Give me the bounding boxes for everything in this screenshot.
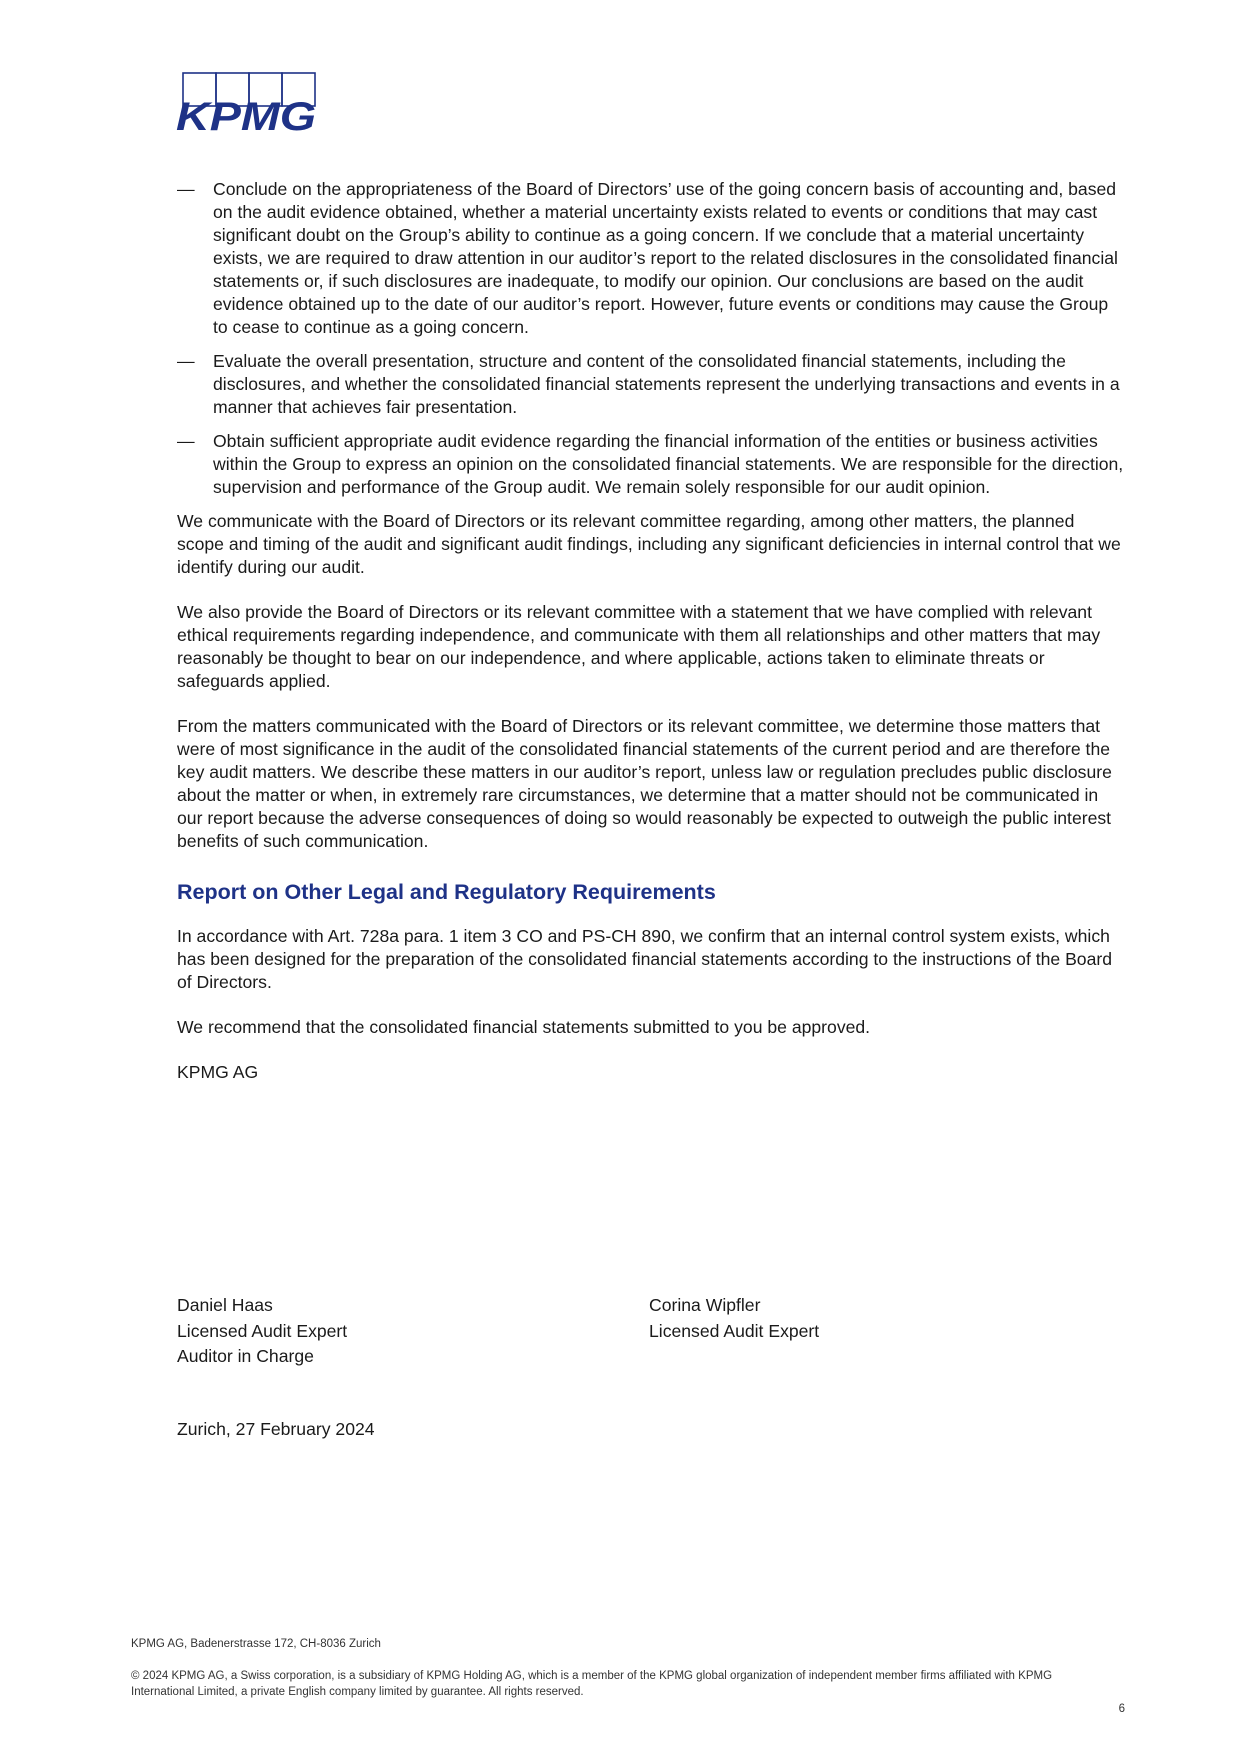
signatory-name: Corina Wipfler [649, 1295, 761, 1315]
signatory-role: Auditor in Charge [177, 1346, 314, 1366]
list-item [177, 178, 1125, 339]
signatory-name: Daniel Haas [177, 1295, 273, 1315]
kpmg-logo [176, 72, 326, 136]
signatory-title: Licensed Audit Expert [177, 1320, 348, 1341]
page-number: 6 [1118, 1703, 1125, 1715]
footer-legal-notice: © 2024 KPMG AG, a Swiss corporation, is a subsidiary of KPMG Holding AG, which is a member of the KPMG global organization of independent member firms affiliated with KPMG International Limited, a private English company limited by guarantee. All rights reserved. [131, 1670, 1053, 1698]
independence-paragraph: We also provide the Board of Directors or its relevant committee with a statement that we have complied with relevant ethical requirements regarding independence, and communicate with them all relationships and other matters that may reasonably be thought to bear on our independence, and where applicable, actions taken to eliminate threats or safeguards applied. [177, 602, 1101, 691]
list-item [177, 430, 1125, 499]
responsibility-list [177, 178, 1125, 499]
key-audit-matters-paragraph: From the matters communicated with the Board of Directors or its relevant committee, we determine those matters that were of most significance in the audit of the consolidated financial statements of the current period and are therefore the key audit matters. We describe these matters in our auditor’s report, unless law or regulation precludes public disclosure about the matter or when, in extremely rare circumstances, we determine that a matter should not be communicated in our report because the adverse consequences of doing so would reasonably be expected to outweigh the public interest benefits of such communication. [177, 716, 1112, 851]
list-item-text: Conclude on the appropriateness of the Board of Directors’ use of the going concern basis of accounting and, based on the audit evidence obtained, whether a material uncertainty exists related to events or conditions that may cast significant doubt on the Group’s ability to continue as a going concern. If we conclude that a material uncertainty exists, we are required to draw attention in our auditor’s report to the related disclosures in the consolidated financial statements or, if such disclosures are inadequate, to modify our opinion. Our conclusions are based on the audit evidence obtained up to the date of our auditor’s report. However, future events or conditions may cause the Group to cease to continue as a going concern. [213, 179, 1118, 337]
footer-address: KPMG AG, Badenerstrasse 172, CH-8036 Zurich [131, 1638, 381, 1650]
logo-wordmark: KPMG [176, 95, 316, 136]
report-body [177, 178, 1125, 1084]
kpmg-logo-graphic [176, 72, 326, 136]
list-item-text: Evaluate the overall presentation, structure and content of the consolidated financial statements, including the disclosures, and whether the consolidated financial statements represent the underlying transactions and events in a manner that achieves fair presentation. [213, 351, 1120, 417]
internal-control-paragraph: In accordance with Art. 728a para. 1 item 3 CO and PS-CH 890, we confirm that an internal control system exists, which has been designed for the preparation of the consolidated financial statements according to the instructions of the Board of Directors. [177, 926, 1113, 992]
communication-paragraph: We communicate with the Board of Directors or its relevant committee regarding, among other matters, the planned scope and timing of the audit and significant audit findings, including any significant deficiencies in internal control that we identify during our audit. [177, 511, 1121, 577]
dash-marker: — [177, 351, 195, 371]
list-item [177, 350, 1125, 419]
dash-marker: — [177, 431, 195, 451]
signatory-title: Licensed Audit Expert [649, 1320, 820, 1341]
list-item-text: Obtain sufficient appropriate audit evidence regarding the financial information of the entities or business activities within the Group to express an opinion on the consolidated financial statements. We are responsible for the direction, supervision and performance of the Group audit. We remain solely responsible for our audit opinion. [213, 431, 1124, 497]
signatory-right [649, 1293, 819, 1344]
dash-marker: — [177, 179, 195, 199]
signatory-left [177, 1293, 347, 1370]
section-heading: Report on Other Legal and Regulatory Requirements [177, 880, 716, 904]
place-date: Zurich, 27 February 2024 [177, 1419, 375, 1439]
firm-name: KPMG AG [177, 1062, 259, 1082]
recommendation-paragraph: We recommend that the consolidated financial statements submitted to you be approved. [177, 1017, 871, 1037]
